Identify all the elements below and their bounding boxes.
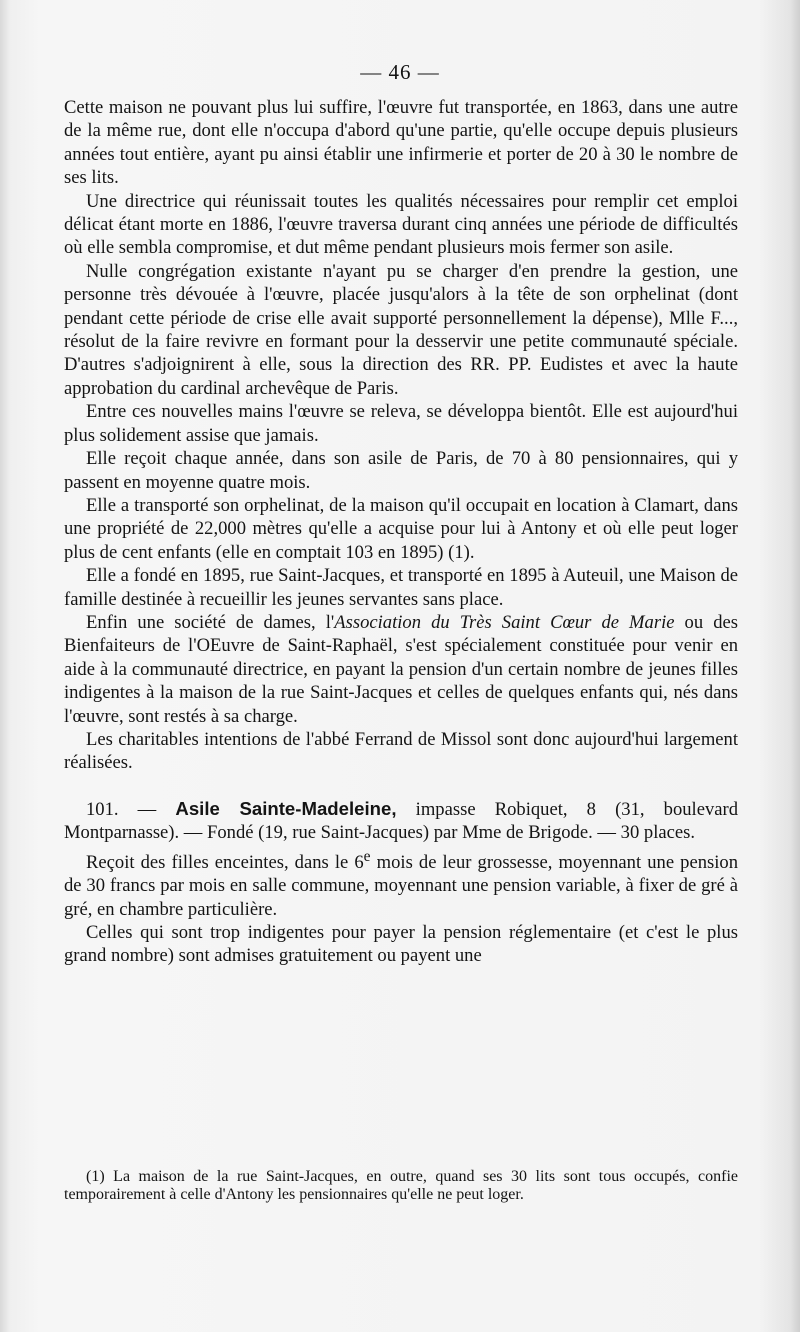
- association-name: Association du Très Saint Cœur de Marie: [334, 611, 675, 633]
- paragraph: Nulle congrégation existante n'ayant pu se charger d'en prendre la gestion, une personne très dévouée à l'œuvre, placée jusqu'alors à la tête de son orphelinat (dont pendant cette période de crise elle avait supporté personnellement la dépense), Mlle F..., résolut de la faire revivre en formant pour la desservir une petite communauté spéciale. D'autres s'adjoignirent à elle, sous la direction des RR. PP. Eudistes et avec la haute approbation du cardinal archevêque de Paris.: [64, 260, 738, 399]
- entry-title: Asile Sainte-Madeleine,: [175, 797, 397, 819]
- paragraph: Elle a fondé en 1895, rue Saint-Jacques, et transporté en 1895 à Auteuil, une Maison de famille destinée à recueillir les jeunes servantes sans place.: [64, 565, 738, 610]
- text-span: ou des Bienfaiteurs de l'OEuvre de Saint-Raphaël, s'est spécialement constituée pour venir en aide à la communauté directrice, en payant la pension d'un certain nombre de jeunes filles indigentes à la maison de la rue Saint-Jacques et celles de quelques enfants qui, nés dans l'œuvre, sont restés à sa charge.: [64, 611, 738, 727]
- paragraph: Cette maison ne pouvant plus lui suffire, l'œuvre fut transportée, en 1863, dans une autre de la même rue, dont elle n'occupa d'abord qu'une partie, qu'elle occupe depuis plusieurs années tout entière, ayant pu ainsi établir une infirmerie et porter de 20 à 30 le nombre de ses lits.: [64, 97, 738, 189]
- entry-number: 101. —: [86, 798, 176, 820]
- text-span: Reçoit des filles enceintes, dans le 6: [86, 851, 364, 873]
- text-span: mois de leur grossesse, moyennant une pension de 30 francs par mois en salle commune, moyennant une pension variable, à fixer de gré à gré, en chambre particulière.: [64, 851, 738, 920]
- text-span: Enfin une société de dames, l': [86, 611, 335, 633]
- body-text: [64, 96, 738, 968]
- paragraph: Les charitables intentions de l'abbé Ferrand de Missol sont donc aujourd'hui largement réalisées.: [64, 728, 738, 774]
- footnote: [64, 1168, 738, 1203]
- section-gap: [64, 775, 738, 797]
- paragraph: Celles qui sont trop indigentes pour payer la pension réglementaire (et c'est le plus grand nombre) sont admises gratuitement ou payent une: [64, 922, 738, 967]
- entry-heading: [64, 797, 738, 845]
- paragraph: Une directrice qui réunissait toutes les qualités nécessaires pour remplir cet emploi délicat étant morte en 1886, l'œuvre traversa durant cinq années une période de difficultés où elle sembla compromise, et dut même pendant plusieurs mois fermer son asile.: [64, 190, 738, 259]
- paragraph-association: [64, 611, 738, 728]
- paragraph: Entre ces nouvelles mains l'œuvre se releva, se développa bientôt. Elle est aujourd'hui plus solidement assise que jamais.: [64, 401, 738, 446]
- superscript: e: [363, 847, 371, 865]
- entry-details: impasse Robiquet, 8 (31, boulevard Montparnasse). — Fondé (19, rue Saint-Jacques) par Mme de Brigode. — 30 places.: [64, 798, 738, 844]
- paragraph: Elle a transporté son orphelinat, de la maison qu'il occupait en location à Clamart, dans une propriété de 22,000 mètres qu'elle a acquise pour lui à Antony et où elle peut loger plus de cent enfants (elle en comptait 103 en 1895) (1).: [64, 494, 738, 563]
- paragraph: Elle reçoit chaque année, dans son asile de Paris, de 70 à 80 pensionnaires, qui y passent en moyenne quatre mois.: [64, 448, 738, 493]
- paragraph: [64, 845, 738, 921]
- footnote-text: (1) La maison de la rue Saint-Jacques, en outre, quand ses 30 lits sont tous occupés, confie temporairement à celle d'Antony les pensionnaires qu'elle ne peut loger.: [64, 1168, 738, 1203]
- page-number: — 46 —: [360, 60, 440, 84]
